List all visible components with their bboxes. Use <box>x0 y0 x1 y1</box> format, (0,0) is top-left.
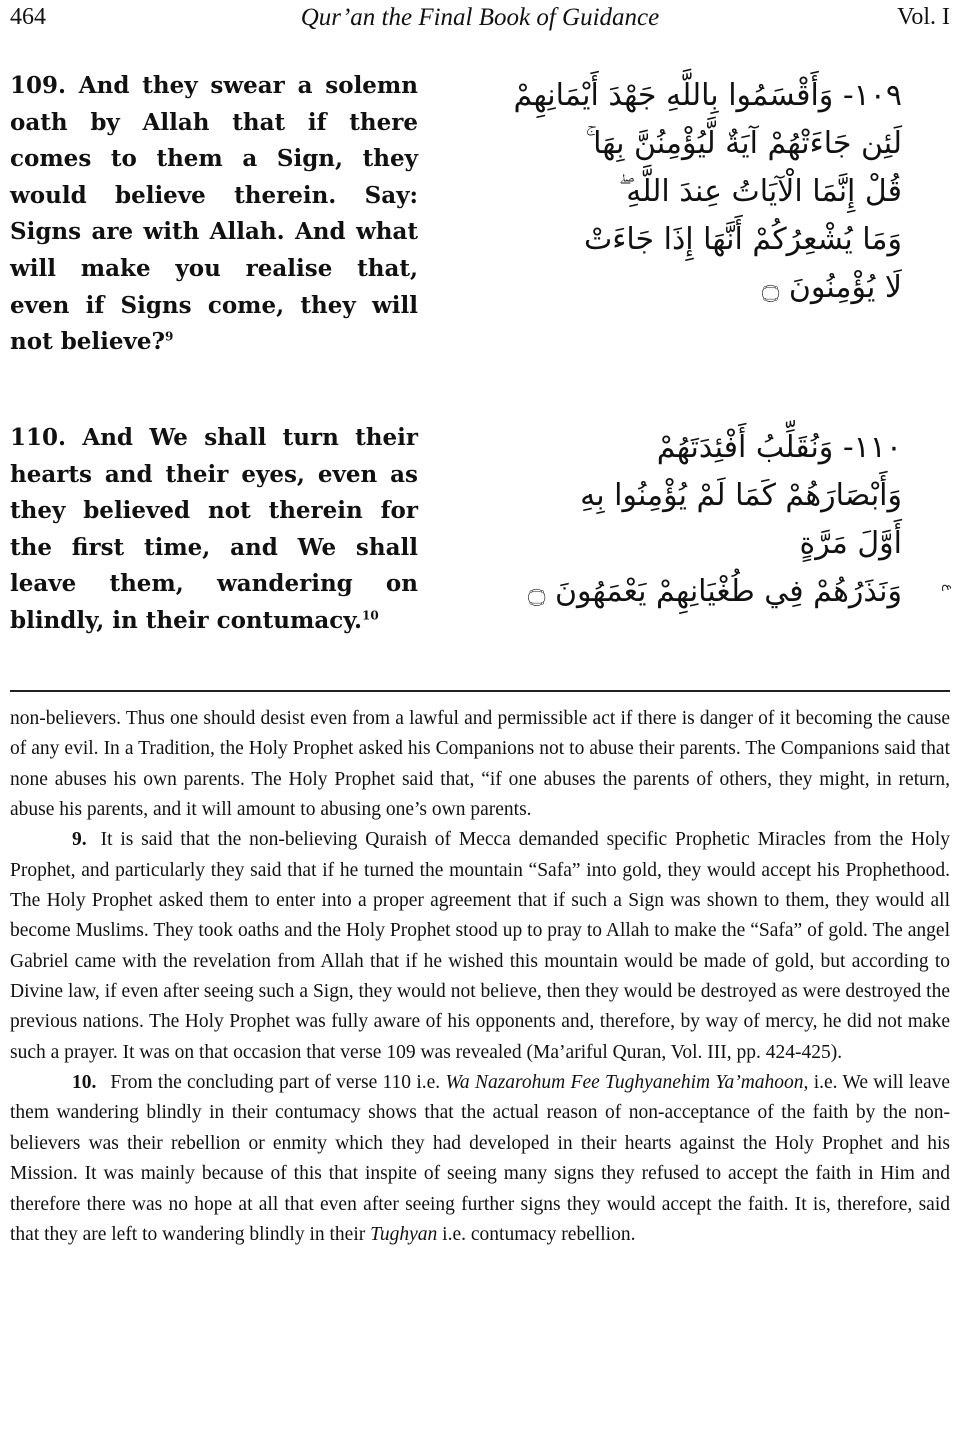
arabic-line: قُلْ إِنَّمَا الْآيَاتُ عِندَ اللَّهِ ۖ <box>618 174 902 209</box>
footnote-divider <box>10 690 950 692</box>
transliteration: Wa Nazarohum Fee Tughyanehim Ya’mahoon, <box>445 1072 809 1094</box>
footnote-ref: 9 <box>165 329 174 344</box>
verse-110-arabic <box>490 424 902 616</box>
footnote-10 <box>10 1068 950 1250</box>
arabic-line: ١١٠- وَنُقَلِّبُ أَفْئِدَتَهُمْ <box>656 430 902 465</box>
page-header <box>10 4 950 38</box>
verse-text: 109. And they swear a solemn oath by Allah that if there comes to them a Sign, they would believe therein. Say: Signs are with Allah. And what will make you realise that, even if Signs come, they will not believe? <box>10 72 418 356</box>
verse-109-translation <box>10 68 418 361</box>
footnote-text-end: i.e. contumacy rebellion. <box>442 1223 636 1245</box>
footnote-number: 10. <box>72 1072 97 1094</box>
footnote-lead: From the concluding part of verse 110 i.e. <box>110 1072 441 1094</box>
footnote-text: i.e. We will leave them wandering blindly in their contumacy shows that the actual reason of non-acceptance of the faith by the non-believers was their rebellion or enmity which they had developed in their hearts against the Holy Prophet and his Mission. It was mainly because of this that inspite of seeing many signs they refused to accept the faith in Him and therefore there was no hope at all that even after seeing further signs they would accept the faith. It is, therefore, said that they are left to wandering blindly in their <box>10 1072 951 1245</box>
footnote-text: It is said that the non-believing Quraish of Mecca demanded specific Prophetic Miracles from the Holy Prophet, and particularly they said that if he turned the mountain “Safa” into gold, they would accept his Prophethood. The Holy Prophet asked them to enter into a proper agreement that if such a Sign was shown to them, they would all become Muslims. They took oaths and the Holy Prophet stood up to pray to Allah to make the “Safa” of gold. The angel Gabriel came with the revelation from Allah that if he wished this mountain would be made of gold, but according to Divine law, if even after seeing such a Sign, they would not believe, then they would be destroyed as were destroyed the previous nations. The Holy Prophet was fully aware of his opponents and, therefore, by way of mercy, he did not make such a prayer. It was on that occasion that verse 109 was revealed (Ma’ariful Quran, Vol. III, pp. 424-425). <box>10 829 950 1063</box>
verse-109-arabic <box>490 72 902 312</box>
footnote-9 <box>10 825 950 1068</box>
arabic-line: لَا يُؤْمِنُونَ ۝ <box>761 270 902 305</box>
verse-text: 110. And We shall turn their hearts and their eyes, even as they believed not therein for the first time, and We shall leave them, wandering on blindly, in their contumacy. <box>10 424 418 634</box>
footnote-continued: non-believers. Thus one should desist even from a lawful and permissible act if there is danger of it becoming the cause of any evil. In a Tradition, the Holy Prophet asked his Companions not to abuse their parents. The Companions said that none abuses his own parents. The Holy Prophet said that, “if one abuses the parents of others, they might, in return, abuse his parents, and it will amount to abusing one’s own parents. <box>10 708 950 821</box>
arabic-line: أَوَّلَ مَرَّةٍ <box>799 526 902 561</box>
volume-label: Vol. I <box>897 4 950 30</box>
arabic-line: وَأَبْصَارَهُمْ كَمَا لَمْ يُؤْمِنُوا بِهِ <box>580 478 902 513</box>
footnotes <box>10 704 950 1250</box>
ruku-marker: ع <box>942 584 956 592</box>
page-number: 464 <box>10 4 46 30</box>
verse-110-translation <box>10 420 418 640</box>
footnote-number: 9. <box>72 829 87 851</box>
arabic-line: وَنَذَرُهُمْ فِي طُغْيَانِهِمْ يَعْمَهُونَ ۝ <box>527 574 902 609</box>
term: Tughyan <box>370 1223 438 1245</box>
arabic-line: لَئِن جَاءَتْهُمْ آيَةٌ لَّيُؤْمِنُنَّ بِهَا ۚ <box>585 126 902 161</box>
running-title: Qur’an the Final Book of Guidance <box>300 4 660 31</box>
arabic-line: ١٠٩- وَأَقْسَمُوا بِاللَّهِ جَهْدَ أَيْمَانِهِمْ <box>513 78 902 113</box>
footnote-ref: 10 <box>361 608 379 623</box>
arabic-line: وَمَا يُشْعِرُكُمْ أَنَّهَا إِذَا جَاءَتْ <box>584 222 902 257</box>
